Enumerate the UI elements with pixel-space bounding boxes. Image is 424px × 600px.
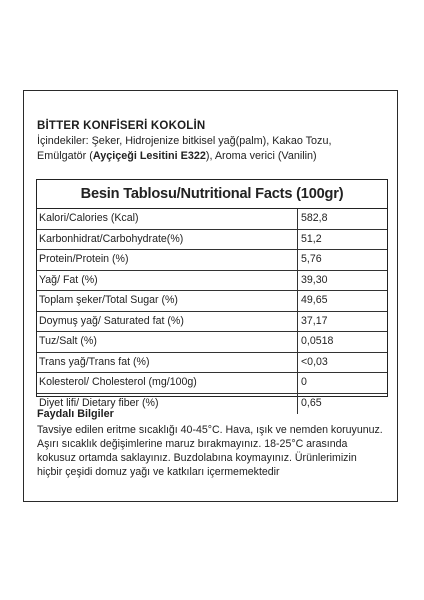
row-label: Trans yağ/Trans fat (%): [37, 353, 298, 373]
ingredients-line-1: İçindekiler: Şeker, Hidrojenize bitkisel yağ(palm), Kakao Tozu,: [37, 135, 332, 147]
row-value: 0: [301, 376, 307, 388]
row-value: 49,65: [301, 294, 328, 306]
product-title: BİTTER KONFİSERİ KOKOLİN: [37, 120, 206, 132]
info-line: Tavsiye edilen eritme sıcaklığı 40-45°C. Hava, ışık ve nemden koruyunuz.: [37, 424, 383, 436]
row-value: 39,30: [301, 273, 328, 286]
row-value: 5,76: [301, 253, 322, 265]
table-row: [37, 271, 387, 292]
row-value: 0,0518: [301, 335, 334, 347]
row-label: Kolesterol/ Cholesterol (mg/100g): [37, 373, 298, 393]
info-line: hiçbir çeşidi domuz yağı ve katkıları içermemektedir: [37, 466, 280, 478]
row-value: <0,03: [301, 355, 328, 368]
table-row: [37, 209, 387, 230]
info-line: kokusuz ortamda saklayınız. Buzdolabına koymayınız. Ürünlerimizin: [37, 452, 357, 464]
nutrition-facts-title: Besin Tablosu/Nutritional Facts (100gr): [37, 180, 387, 209]
row-value: 51,2: [301, 232, 322, 245]
row-value: 582,8: [301, 212, 328, 224]
row-label: Yağ/ Fat (%): [37, 271, 298, 291]
info-heading: Faydalı Bilgiler: [37, 408, 114, 420]
ingredients-text: [37, 134, 389, 163]
nutrition-facts-table: [36, 179, 388, 409]
row-value: 0,65: [301, 396, 322, 409]
ingredients-line-2-bold: Ayçiçeği Lesitini E322: [92, 149, 206, 162]
table-row: [37, 373, 387, 394]
table-row: [37, 312, 387, 333]
table-row: [37, 291, 387, 312]
row-value: 37,17: [301, 314, 328, 327]
row-label: Protein/Protein (%): [37, 250, 298, 270]
table-row: [37, 332, 387, 353]
row-label: Tuz/Salt (%): [37, 332, 298, 352]
ingredients-line-2-end: ), Aroma verici (Vanilin): [205, 149, 317, 162]
row-label: Diyet lifi/ Dietary fiber (%): [37, 394, 298, 415]
table-row: [37, 250, 387, 271]
row-label: Karbonhidrat/Carbohydrate(%): [37, 230, 298, 250]
row-label: Toplam şeker/Total Sugar (%): [37, 291, 298, 311]
info-line: Aşırı sıcaklık değişimlerine maruz bırakmayınız. 18-25°C arasında: [37, 438, 348, 450]
info-text: [37, 423, 389, 479]
row-label: Kalori/Calories (Kcal): [37, 209, 298, 229]
table-row: [37, 230, 387, 251]
table-row: [37, 353, 387, 374]
row-label: Doymuş yağ/ Saturated fat (%): [37, 312, 298, 332]
ingredients-line-2-start: Emülgatör (: [37, 149, 93, 162]
